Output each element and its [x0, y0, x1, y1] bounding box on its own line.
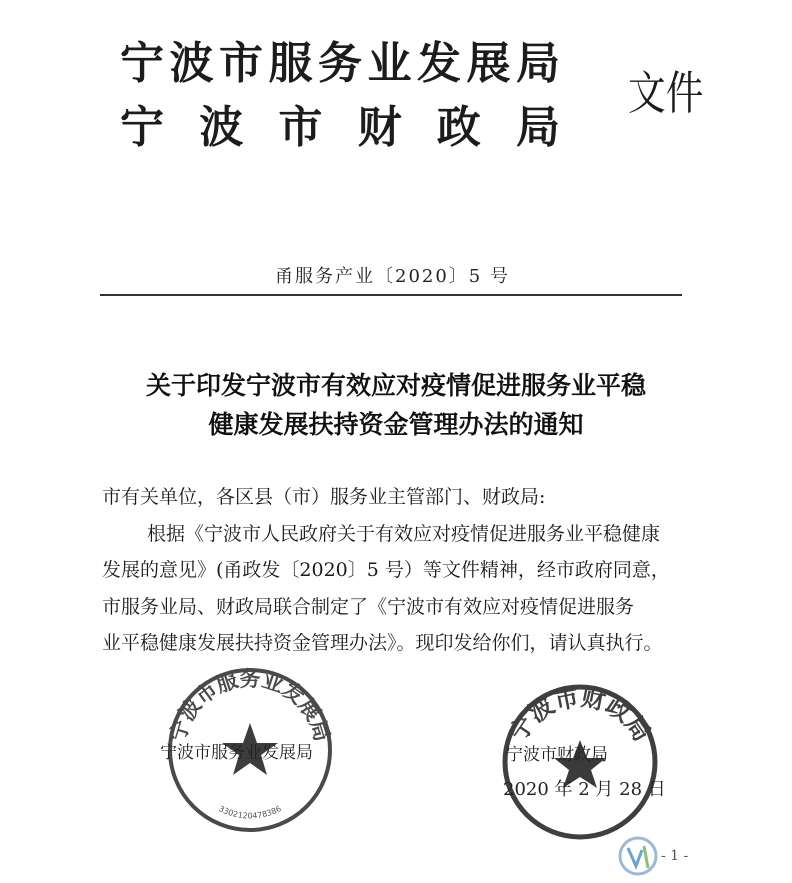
signature-left-org: 宁波市服务业发展局: [160, 743, 313, 763]
document-number: 甬服务产业〔2020〕5 号: [275, 266, 510, 287]
issuer-char: 宁: [120, 102, 164, 153]
page-number: - 1 -: [661, 848, 689, 864]
watermark-logo-icon: [616, 834, 660, 878]
issuer-char: 服: [268, 38, 313, 89]
body-line-2: 发展的意见》(甬政发〔2020〕5 号）等文件精神，经市政府同意，: [102, 559, 670, 581]
salutation: 市有关单位，各区县（市）服务业主管部门、财政局:: [102, 486, 546, 508]
issuer-char: 市: [278, 102, 323, 153]
issuer-line-2: [120, 102, 560, 154]
issuer-char: 展: [466, 38, 511, 89]
issuer-char: 政: [436, 102, 481, 153]
svg-text:宁波市财政局: 宁波市财政局: [503, 683, 657, 747]
issuer-char: 波: [199, 102, 244, 153]
body-line-4: 业平稳健康发展扶持资金管理办法》。现印发给你们，请认真执行。: [102, 632, 663, 654]
issuer-char: 业: [367, 38, 412, 89]
issuer-char: 波: [169, 38, 214, 89]
svg-text:3302120478386: 3302120478386: [217, 804, 283, 821]
issuer-line-1: [120, 38, 560, 90]
issuer-char: 局: [515, 102, 560, 153]
issuer-char: 局: [516, 38, 560, 89]
issuer-char: 务: [318, 38, 362, 89]
header-divider: [100, 294, 682, 296]
issuer-char: 财: [357, 102, 402, 153]
body-line-3: 市服务业局、财政局联合制定了《宁波市有效应对疫情促进服务: [102, 596, 635, 618]
body-line-1: 根据《宁波市人民政府关于有效应对疫情促进服务业平稳健康: [147, 523, 661, 545]
issuer-char: 发: [417, 38, 461, 89]
issuer-char: 市: [219, 38, 263, 89]
document-title-line-2: 健康发展扶持资金管理办法的通知: [208, 410, 584, 439]
signature-right-org: 宁波市财政局: [506, 745, 608, 765]
issue-date: 2020 年 2 月 28 日: [503, 779, 666, 800]
document-title-line-1: 关于印发宁波市有效应对疫情促进服务业平稳: [145, 371, 646, 400]
svg-text:宁波市服务业发展局: 宁波市服务业发展局: [165, 666, 335, 745]
doc-type-label: 文件: [628, 66, 704, 120]
issuer-char: 宁: [120, 38, 164, 89]
